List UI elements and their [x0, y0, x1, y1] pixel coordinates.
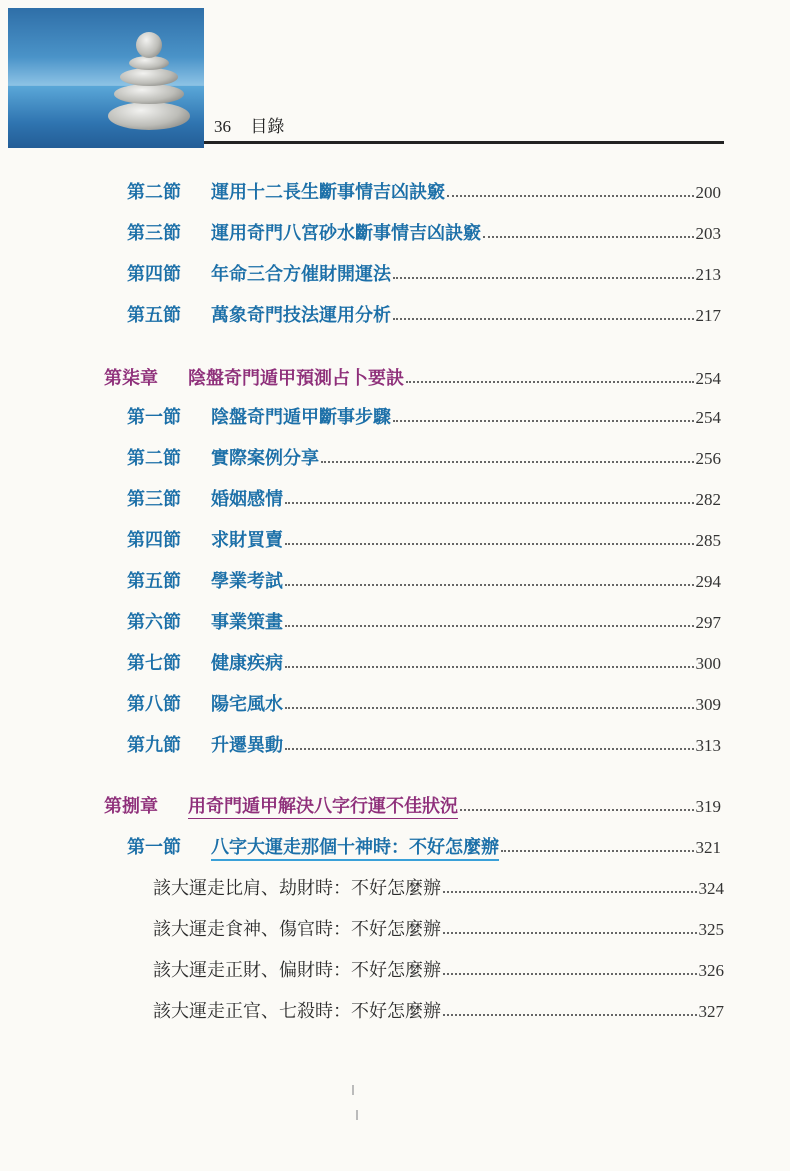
stacked-stone: [114, 84, 184, 104]
toc-entry[interactable]: [127, 690, 721, 716]
toc-subitem-page: 325: [698, 920, 724, 939]
toc-entry-title: 八字大運走那個十神時：不好怎麼辦: [211, 833, 499, 861]
dot-leader: [321, 460, 694, 463]
dot-leader: [483, 235, 694, 238]
page-title: 目錄: [250, 117, 285, 137]
dot-leader: [447, 194, 694, 197]
toc-entry-label: 第一節: [127, 407, 181, 428]
toc-subitem-page: 326: [698, 961, 724, 980]
toc-entry-label: 第七節: [127, 653, 181, 674]
toc-subitem[interactable]: [153, 874, 724, 900]
toc-entry-label: 第九節: [127, 735, 181, 756]
toc-entry-page: 200: [695, 183, 721, 202]
dot-leader: [443, 972, 697, 975]
toc-entry-label: 第二節: [127, 182, 181, 203]
toc-entry-label: 第四節: [127, 264, 181, 285]
toc-entry-page: 203: [695, 224, 721, 243]
dot-leader: [443, 931, 697, 934]
toc-entry-page: 254: [695, 408, 721, 427]
toc-chapter-label: 第柒章: [104, 368, 158, 389]
toc-subitem-title: 該大運走正財、偏財時：不好怎麼辦: [153, 960, 441, 981]
toc-entry[interactable]: [127, 567, 721, 593]
page-header: [214, 112, 284, 137]
toc-subitem[interactable]: [153, 997, 724, 1023]
page-number: 36: [214, 117, 231, 136]
dot-leader: [285, 624, 694, 627]
dot-leader: [393, 317, 694, 320]
toc-entry-page: 294: [695, 572, 721, 591]
toc-entry-title: 婚姻感情: [211, 489, 283, 510]
toc-entry-title: 健康疾病: [211, 653, 283, 674]
toc-chapter[interactable]: [104, 792, 721, 818]
toc-entry-page: 256: [695, 449, 721, 468]
toc-chapter-title: 陰盤奇門遁甲預測占卜要訣: [188, 368, 404, 389]
dot-leader: [285, 542, 694, 545]
toc-entry-page: 285: [695, 531, 721, 550]
toc-subitem[interactable]: [153, 956, 724, 982]
toc-entry-label: 第五節: [127, 571, 181, 592]
dot-leader: [443, 890, 697, 893]
dot-leader: [501, 849, 694, 852]
dot-leader: [406, 380, 694, 383]
header-rule: [204, 141, 724, 144]
toc-chapter-page: 254: [695, 369, 721, 388]
toc-entry-page: 282: [695, 490, 721, 509]
toc-entry-title: 事業策畫: [211, 612, 283, 633]
toc-entry-title: 年命三合方催財開運法: [211, 264, 391, 285]
toc-entry[interactable]: [127, 219, 721, 245]
toc-entry[interactable]: [127, 260, 721, 286]
toc-entry-label: 第六節: [127, 612, 181, 633]
stacked-stone: [120, 68, 178, 86]
toc-subitem-page: 327: [698, 1002, 724, 1021]
scan-mark: [356, 1110, 358, 1120]
toc-entry-title: 實際案例分享: [211, 448, 319, 469]
header-decorative-image: [8, 8, 204, 148]
scan-mark: [352, 1085, 354, 1095]
dot-leader: [285, 501, 694, 504]
toc-entry[interactable]: [127, 608, 721, 634]
dot-leader: [285, 665, 694, 668]
toc-entry[interactable]: [127, 178, 721, 204]
toc-chapter[interactable]: [104, 364, 721, 390]
toc-entry-page: 300: [695, 654, 721, 673]
dot-leader: [285, 747, 694, 750]
toc-entry[interactable]: [127, 526, 721, 552]
toc-entry[interactable]: [127, 649, 721, 675]
toc-entry[interactable]: [127, 731, 721, 757]
dot-leader: [285, 706, 694, 709]
toc-entry[interactable]: [127, 403, 721, 429]
toc-entry-page: 297: [695, 613, 721, 632]
toc-subitem-page: 324: [698, 879, 724, 898]
toc-entry-label: 第五節: [127, 305, 181, 326]
stacked-stone: [129, 56, 169, 70]
toc-entry-page: 321: [695, 838, 721, 857]
toc-chapter-page: 319: [695, 797, 721, 816]
toc-entry-title: 陰盤奇門遁甲斷事步驟: [211, 407, 391, 428]
toc-entry-title: 學業考試: [211, 571, 283, 592]
toc-entry-label: 第三節: [127, 489, 181, 510]
toc-entry[interactable]: [127, 833, 721, 859]
toc-entry-label: 第八節: [127, 694, 181, 715]
toc-entry-title: 升遷異動: [211, 735, 283, 756]
toc-subitem[interactable]: [153, 915, 724, 941]
dot-leader: [460, 808, 694, 811]
dot-leader: [393, 276, 694, 279]
toc-subitem-title: 該大運走正官、七殺時：不好怎麼辦: [153, 1001, 441, 1022]
toc-entry-page: 309: [695, 695, 721, 714]
toc-entry-title: 萬象奇門技法運用分析: [211, 305, 391, 326]
stacked-stone: [136, 32, 162, 58]
toc-chapter-title: 用奇門遁甲解決八字行運不佳狀況: [188, 792, 458, 819]
toc-entry-title: 陽宅風水: [211, 694, 283, 715]
toc-entry-label: 第三節: [127, 223, 181, 244]
toc-entry-label: 第一節: [127, 837, 181, 858]
dot-leader: [393, 419, 694, 422]
toc-entry-label: 第二節: [127, 448, 181, 469]
dot-leader: [443, 1013, 697, 1016]
toc-entry-page: 313: [695, 736, 721, 755]
toc-entry-title: 求財買賣: [211, 530, 283, 551]
toc-subitem-title: 該大運走食神、傷官時：不好怎麼辦: [153, 919, 441, 940]
toc-entry-title: 運用奇門八宮砂水斷事情吉凶訣竅: [211, 223, 481, 244]
toc-entry-page: 213: [695, 265, 721, 284]
toc-subitem-title: 該大運走比肩、劫財時：不好怎麼辦: [153, 878, 441, 899]
toc-entry[interactable]: [127, 301, 721, 327]
dot-leader: [285, 583, 694, 586]
toc-entry-title: 運用十二長生斷事情吉凶訣竅: [211, 182, 445, 203]
toc-chapter-label: 第捌章: [104, 796, 158, 817]
stacked-stone: [108, 102, 190, 130]
toc-entry[interactable]: [127, 485, 721, 511]
toc-entry[interactable]: [127, 444, 721, 470]
toc-entry-label: 第四節: [127, 530, 181, 551]
toc-entry-page: 217: [695, 306, 721, 325]
